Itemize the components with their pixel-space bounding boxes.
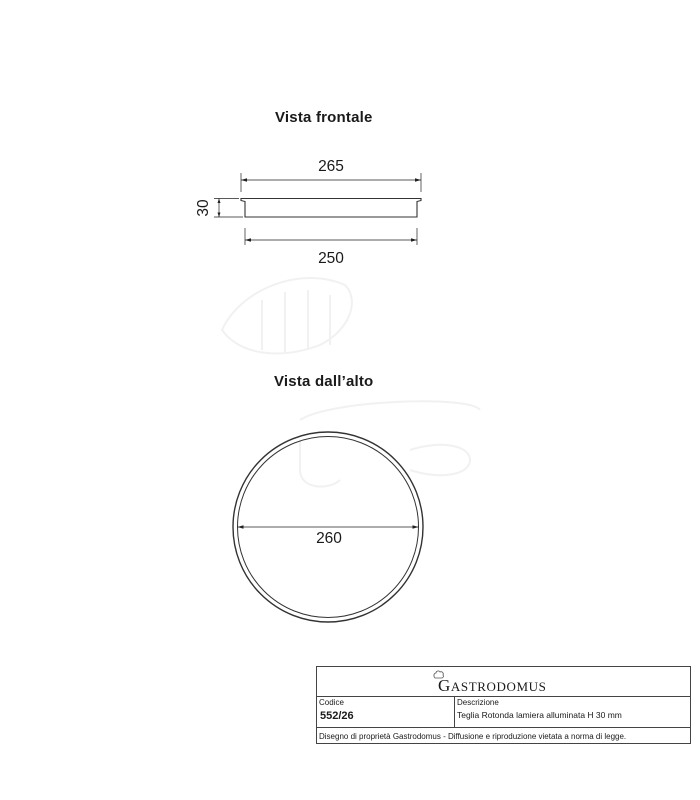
watermark-logo <box>222 278 480 487</box>
pan-profile <box>241 199 421 218</box>
top-view <box>233 432 423 622</box>
description-cell <box>455 697 690 728</box>
arrow-right <box>415 178 421 181</box>
front-view-title: Vista frontale <box>275 109 373 126</box>
arrow-down <box>218 213 221 218</box>
arrow-right <box>413 525 419 528</box>
description-label: Descrizione <box>457 698 499 707</box>
description-value: Teglia Rotonda lamiera alluminata H 30 mm <box>457 710 622 720</box>
arrow-left <box>241 178 247 181</box>
dim-bottom-width-label: 250 <box>318 250 344 267</box>
company-logo <box>438 676 546 696</box>
ownership-notice: Disegno di proprietà Gastrodomus - Diffusione e riproduzione vietata a norma di legge. <box>319 732 627 741</box>
dim-top-width-label: 265 <box>318 158 344 175</box>
dim-diameter-label: 260 <box>316 530 342 547</box>
front-view <box>195 158 421 267</box>
arrow-up <box>218 199 221 204</box>
dim-height-label: 30 <box>195 199 212 217</box>
code-label: Codice <box>319 698 344 707</box>
title-block <box>316 666 691 744</box>
logo-row <box>317 667 690 697</box>
top-view-title: Vista dall’alto <box>274 373 374 390</box>
arrow-left <box>245 238 251 241</box>
arrow-left <box>238 525 244 528</box>
arrow-right <box>411 238 417 241</box>
logo-text: ASTRODOMUS <box>450 679 547 694</box>
code-cell <box>317 697 455 728</box>
logo-initial: G <box>438 676 451 695</box>
code-value: 552/26 <box>320 710 354 722</box>
